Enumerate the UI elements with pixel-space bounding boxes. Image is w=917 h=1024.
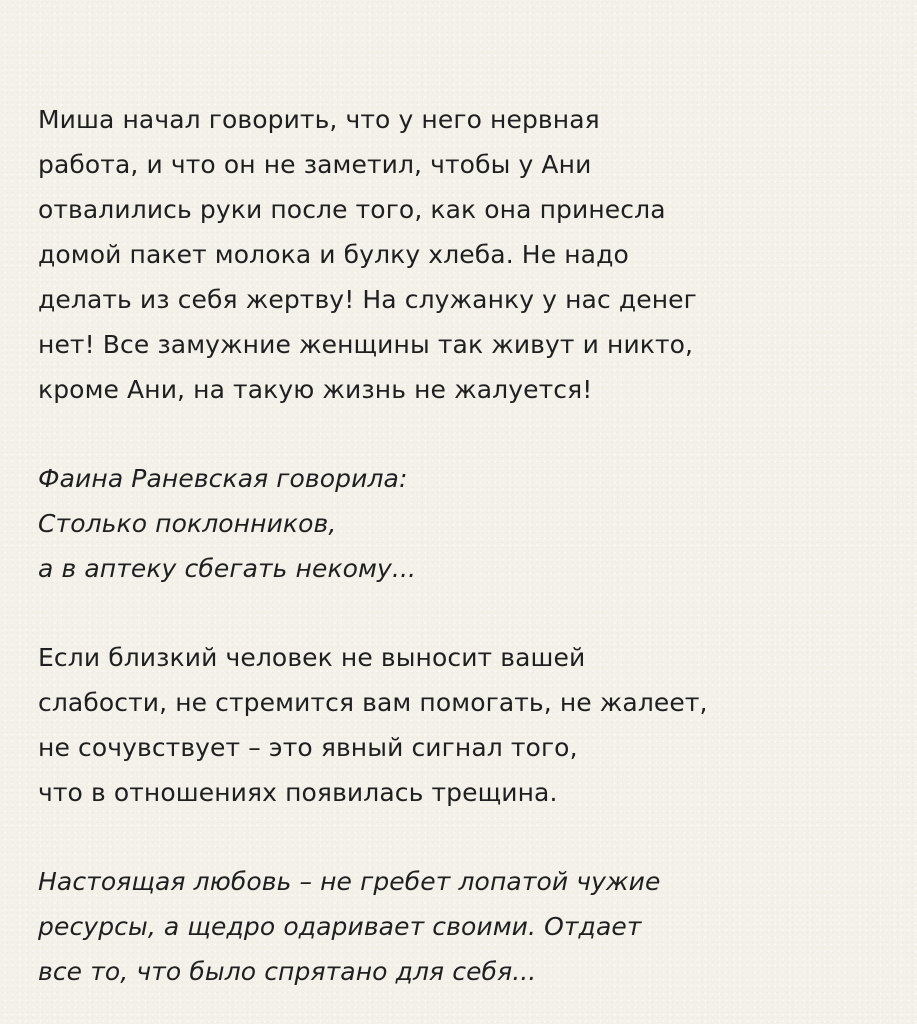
text-line: не сочувствует – это явный сигнал того, (38, 733, 578, 762)
quote-line: а в аптеку сбегать некому... (38, 554, 417, 583)
text-line: нет! Все замужние женщины так живут и никто, (38, 330, 694, 359)
text-line: что в отношениях появилась трещина. (38, 778, 558, 807)
advice-paragraph (38, 635, 898, 815)
quote-line: ресурсы, а щедро одаривает своими. Отдает (38, 912, 642, 941)
story-paragraph (38, 97, 898, 412)
text-line: домой пакет молока и булку хлеба. Не надо (38, 240, 629, 269)
love-quote (38, 859, 898, 994)
quote-line: все то, что было спрятано для себя... (38, 957, 537, 986)
text-line: отвалились руки после того, как она принесла (38, 195, 666, 224)
quote-line: Настоящая любовь – не гребет лопатой чужие (38, 867, 661, 896)
text-line: работа, и что он не заметил, чтобы у Ани (38, 150, 592, 179)
text-line: кроме Ани, на такую жизнь не жалуется! (38, 375, 593, 404)
ranevskaya-quote (38, 456, 898, 591)
quote-line: Столько поклонников, (38, 509, 337, 538)
text-line: Миша начал говорить, что у него нервная (38, 105, 600, 134)
text-page (38, 97, 898, 994)
text-line: Если близкий человек не выносит вашей (38, 643, 586, 672)
text-line: слабости, не стремится вам помогать, не жалеет, (38, 688, 708, 717)
quote-line: Фаина Раневская говорила: (38, 464, 408, 493)
text-line: делать из себя жертву! На служанку у нас денег (38, 285, 697, 314)
